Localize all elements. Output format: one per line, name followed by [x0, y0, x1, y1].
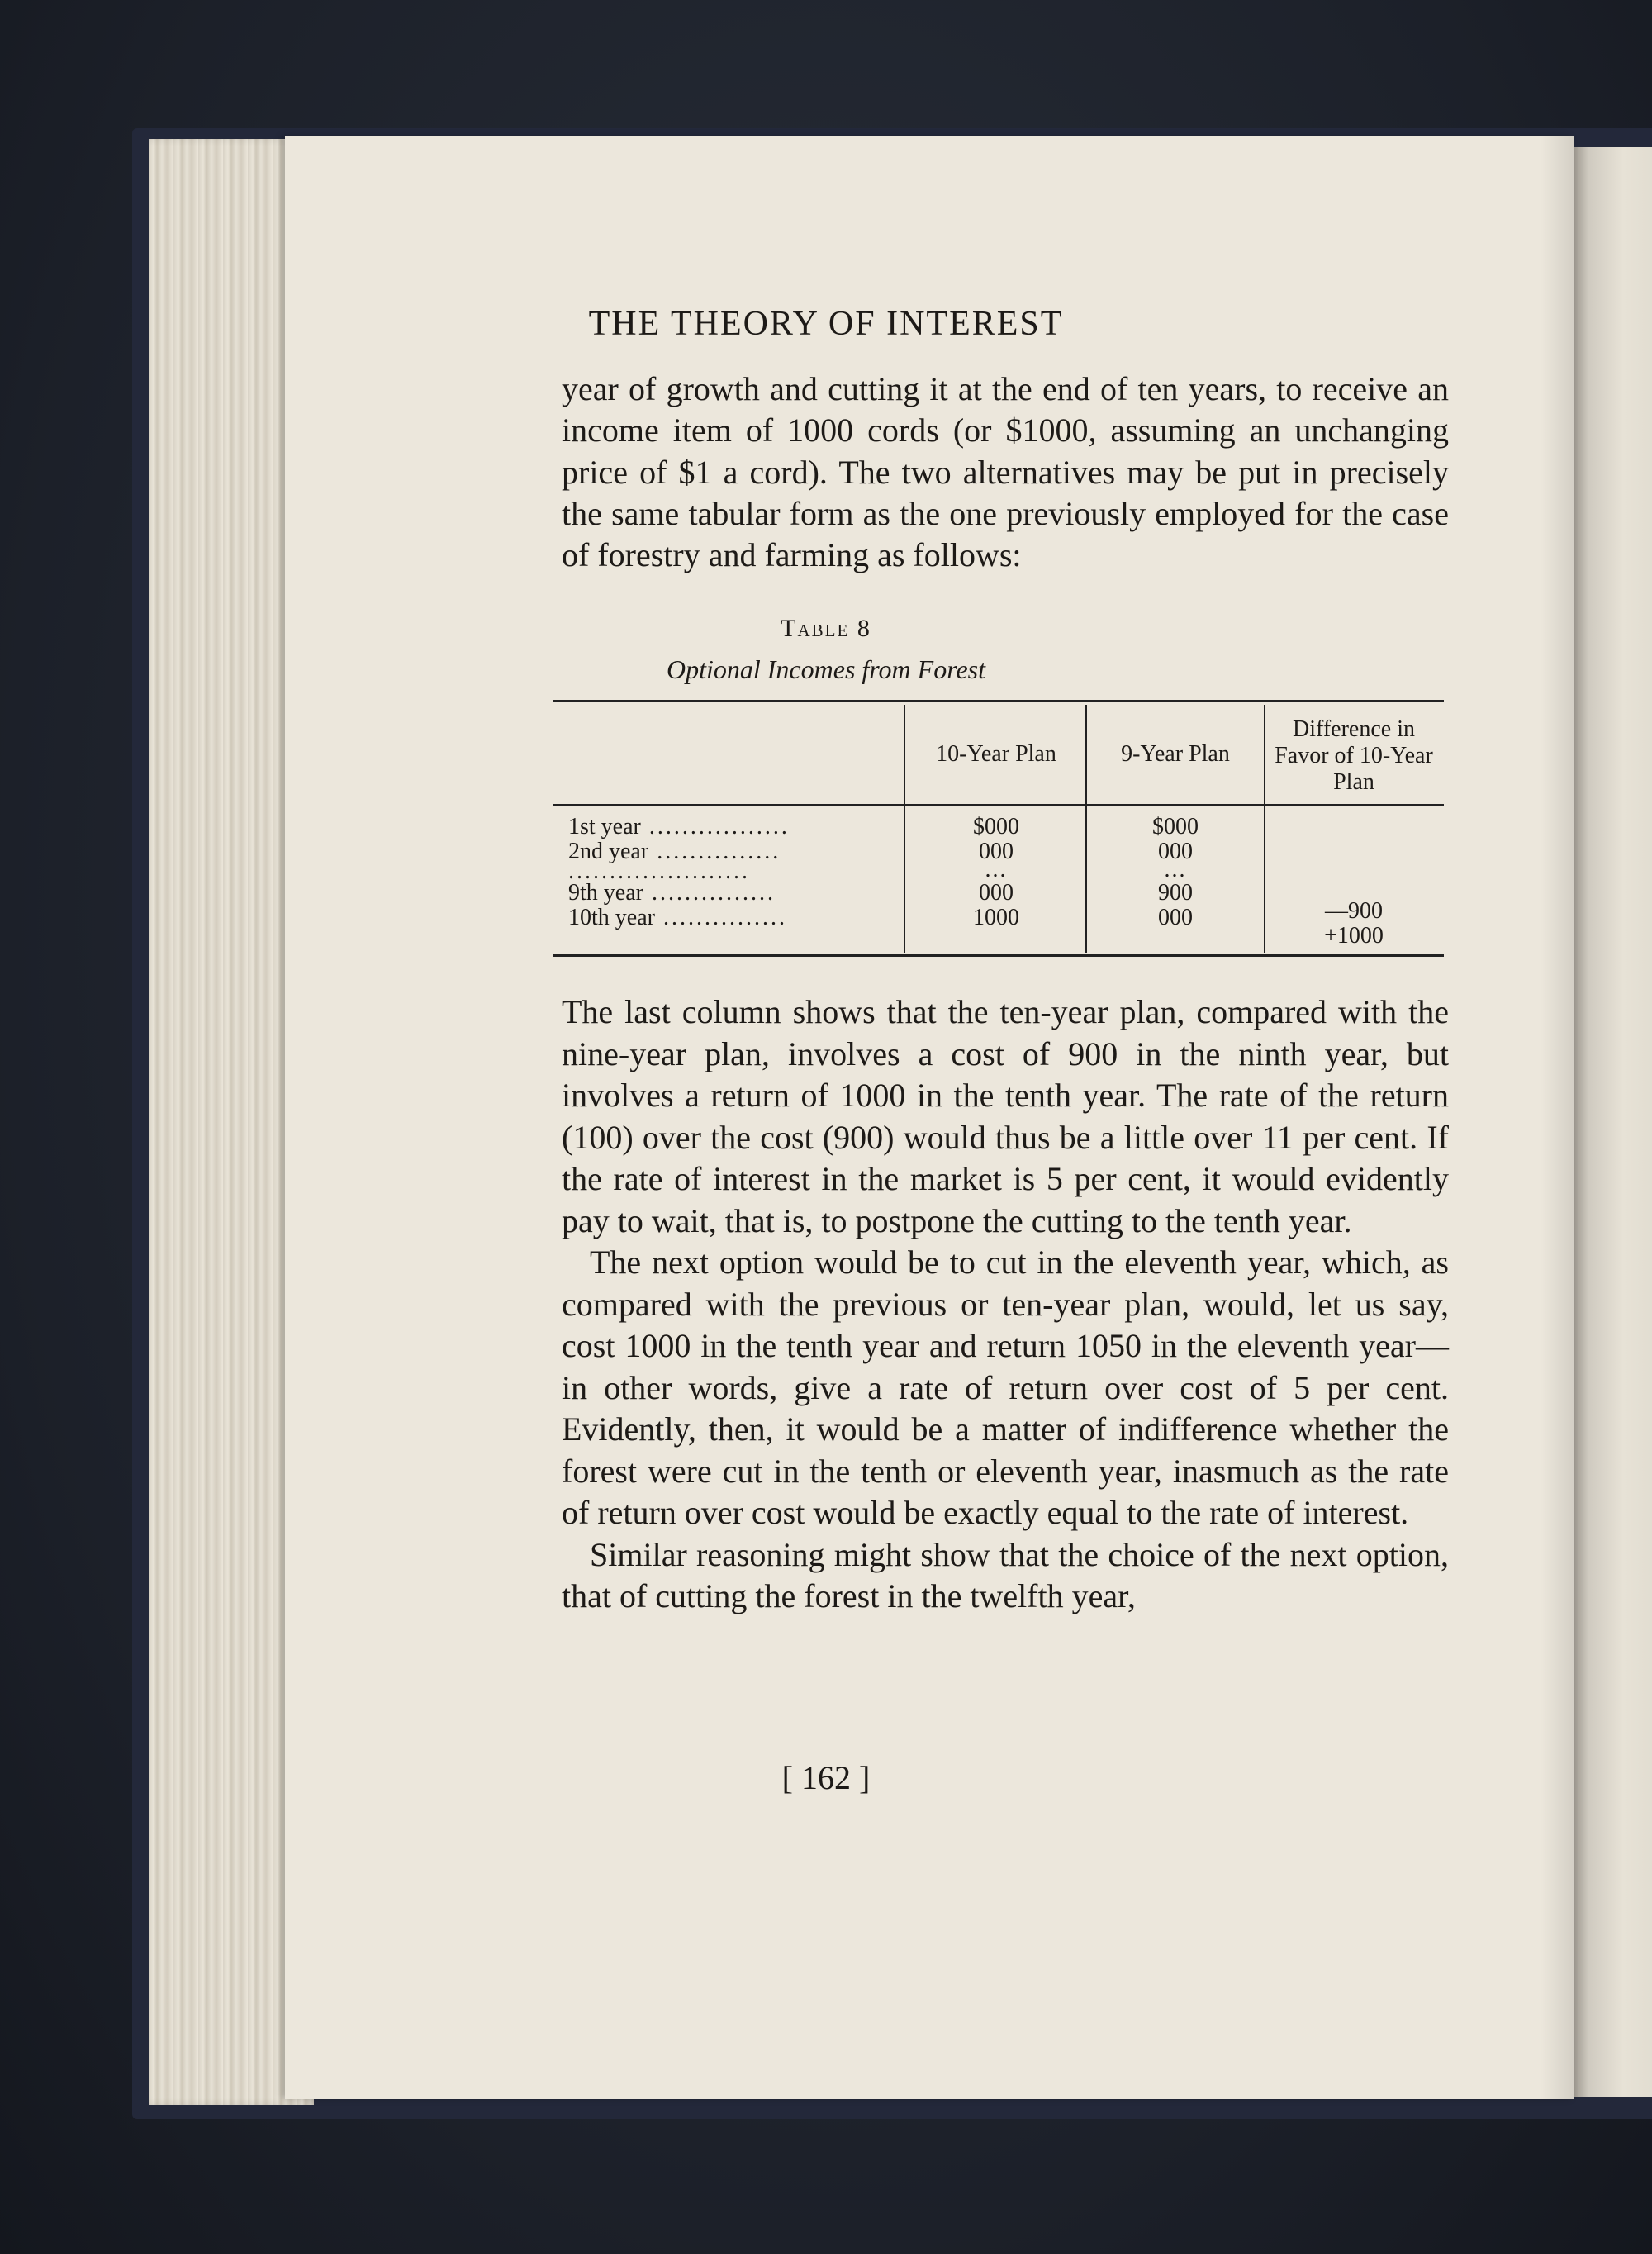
- paragraph-next-option: The next option would be to cut in the eleventh year, which, as compared with the previous or ten-year plan, would, let us say, cost 1000 in the tenth year and return 1050 in the eleventh year—in other words, give a rate of return over cost of 5 per cent. Evidently, then, it would be a matter of indifference whether the forest were cut in the tenth or eleventh year, inasmuch as the rate of return over cost would be exactly equal to the rate of interest.: [562, 1244, 1449, 1531]
- cell-10th-ten: 1000: [973, 905, 1019, 930]
- table-label-word: Table: [781, 615, 850, 642]
- cell-ellipsis-ten: ...: [985, 857, 1008, 882]
- cell-9th-nine: 900: [1158, 880, 1193, 906]
- row-label-1st: 1st year .................: [568, 814, 790, 839]
- table-bottom-rule: [553, 954, 1444, 957]
- row-label-2nd: 2nd year ...............: [568, 839, 781, 864]
- col-divider-3: [1264, 705, 1265, 953]
- data-table: [553, 697, 1444, 961]
- table-header-rule: [553, 804, 1444, 806]
- header-difference: Difference in Favor of 10-Year Plan: [1275, 716, 1433, 795]
- paragraph-similar-reasoning: Similar reasoning might show that the choice of the next option, that of cutting the forest in the twelfth year,: [562, 1535, 1449, 1614]
- header-nine-year: 9-Year Plan: [1121, 741, 1230, 767]
- cell-9th-difference: —900: [1325, 898, 1383, 924]
- running-head: THE THEORY OF INTEREST: [588, 305, 1064, 343]
- cell-2nd-nine: 000: [1158, 839, 1193, 864]
- table-title: [0, 615, 1652, 643]
- col-divider-2: [1085, 705, 1087, 953]
- next-page-edge: [1574, 147, 1652, 2097]
- row-label-10th: 10th year ...............: [568, 905, 787, 930]
- cell-10th-difference: +1000: [1324, 923, 1384, 949]
- header-ten-year: 10-Year Plan: [936, 741, 1056, 767]
- intro-paragraph: [562, 369, 1449, 576]
- body-text: [562, 991, 1449, 1618]
- cell-1st-ten: $000: [973, 814, 1019, 839]
- cell-9th-ten: 000: [979, 880, 1014, 906]
- cell-10th-nine: 000: [1158, 905, 1193, 930]
- table-subtitle: Optional Incomes from Forest: [666, 654, 986, 684]
- paragraph-last-column: The last column shows that the ten-year plan, compared with the nine-year plan, involves a cost of 900 in the ninth year, but involves a return of 1000 in the tenth year. The rate of the return (100) over the cost (900) would thus be a little over 11 per cent. If the rate of interest in the market is 5 per cent, it would evidently pay to wait, that is, to postpone the cutting to the tenth year.: [562, 993, 1449, 1239]
- cell-ellipsis-nine: ...: [1164, 857, 1187, 882]
- page-number: [ 162 ]: [781, 1759, 871, 1796]
- dotted-separator: ......................: [568, 858, 750, 884]
- cell-1st-nine: $000: [1152, 814, 1199, 839]
- table-label-number: 8: [857, 615, 871, 642]
- row-label-9th: 9th year ...............: [568, 880, 776, 906]
- table-top-rule: [553, 700, 1444, 702]
- cell-2nd-ten: 000: [979, 839, 1014, 864]
- intro-text: year of growth and cutting it at the end of ten years, to receive an income item of 1000 cords (or $1000, assuming an unchanging price of $1 a cord). The two alternatives may be put in precisely the same tabular form as the one previously employed for the case of forestry and farming as follows:: [562, 370, 1449, 574]
